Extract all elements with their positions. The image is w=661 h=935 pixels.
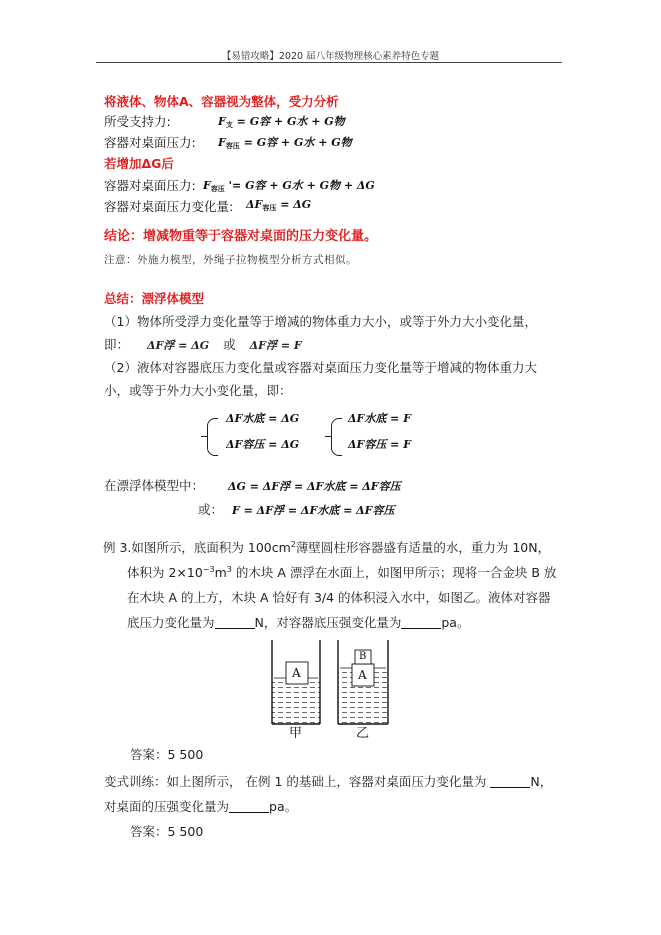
summary-p1-prefix: 即： [104,337,130,352]
note: 注意：外施力模型，外绳子拉物模型分析方式相似。 [104,254,357,266]
new-pressure-lhs: F [203,179,211,192]
pressure-lhs-sub: 容压 [225,141,240,150]
variant-line1 [104,772,552,790]
block-a-left-label: A [292,666,301,680]
pressure-formula [218,134,352,151]
example-line1 [103,538,550,556]
section-title: 将液体、物体A、容器视为整体，受力分析 [104,94,339,109]
change-lhs-sub: 容压 [262,203,277,212]
example-line4-a: 底压力变化量为 [127,615,215,630]
page-header: 【易错攻略】2020 届八年级物理核心素养特色专题 [221,51,440,62]
left-brace-tip [201,436,207,437]
figure-label-left: 甲 [289,726,303,741]
variant-line2-a: 对桌面的压强变化量为 [104,799,230,814]
variant-line2-b: pa。 [269,799,298,814]
example-line4 [127,613,469,631]
example-line2 [127,563,556,581]
summary-p1-line2 [104,335,302,353]
support-formula [218,113,345,130]
model-formula-2: F = ΔF浮 = ΔF水底 = ΔF容压 [232,504,395,517]
new-pressure-rhs: '= G容 + G水 + G物 + ΔG [228,179,375,192]
support-rhs: = G容 + G水 + G物 [236,115,345,128]
example-line2-b: m [214,565,227,580]
example-answer: 答案：5 500 [130,747,204,762]
header-divider [96,62,562,63]
figure-label-right: 乙 [356,726,370,741]
example-line2-sup: −3 [202,564,215,574]
variant-answer: 答案：5 500 [130,824,204,839]
brace-right-f2: ΔF容压 = F [348,438,412,451]
answer-blank-2[interactable] [401,616,441,629]
container-left [272,640,320,724]
variant-blank-1[interactable] [490,775,530,788]
example-line4-c: pa。 [441,615,470,630]
block-b-label: B [359,651,367,662]
pressure-lhs: F [218,136,226,149]
summary-p1: （1）物体所受浮力变化量等于增减的物体重力大小，或等于外力大小变化量， [104,314,537,329]
support-lhs: F [218,115,226,128]
example-line4-b: N，对容器底压强变化量为 [254,615,402,630]
example-line2-c: 的木块 A 漂浮在水面上，如图甲所示；现将一合金块 B 放 [231,565,557,580]
change-lhs: ΔF [246,198,263,211]
answer-blank-1[interactable] [215,616,255,629]
variant-line1-b: N， [530,774,553,789]
pressure-rhs: = G容 + G水 + G物 [243,136,352,149]
example-line1-b: 薄壁圆柱形容器盛有适量的水，重力为 10N， [295,540,551,555]
container-figure [262,640,402,738]
variant-blank-2[interactable] [229,800,269,813]
model-or: 或： [198,502,224,517]
change-rhs: = ΔG [280,198,312,211]
brace-left-f2: ΔF容压 = ΔG [226,438,300,451]
summary-f2: ΔF浮 = F [249,339,302,352]
left-brace [207,418,218,456]
increase-title: 若增加ΔG后 [104,156,174,171]
example-line2-sup2: 3 [226,564,232,574]
support-lhs-sub: 支 [225,120,233,129]
variant-line2 [104,797,297,815]
summary-title: 总结：漂浮体模型 [104,291,205,306]
example-line1-a: 例 3.如图所示，底面积为 100cm [103,540,291,555]
conclusion: 结论：增减物重等于容器对桌面的压力变化量。 [104,229,378,244]
pressure-label: 容器对桌面压力: [104,135,196,150]
block-a-right-label: A [358,668,367,682]
example-line1-sup: 2 [290,539,296,549]
change-formula [246,198,311,213]
new-pressure-formula [203,177,375,194]
right-brace-tip [325,436,331,437]
brace-right-f1: ΔF水底 = F [348,412,412,425]
summary-or: 或 [223,337,236,352]
example-line2-a: 体积为 2×10 [127,565,203,580]
new-pressure-label: 容器对桌面压力: [104,178,196,193]
brace-left-f1: ΔF水底 = ΔG [226,412,300,425]
model-formula-1: ΔG = ΔF浮 = ΔF水底 = ΔF容压 [228,480,401,493]
model-label: 在漂浮体模型中： [104,478,205,493]
summary-p2-line2: 小，或等于外力大小变化量，即： [104,383,292,398]
summary-p2-line1: （2）液体对容器底压力变化量或容器对桌面压力变化量等于增减的物体重力大 [104,360,537,375]
summary-f1: ΔF浮 = ΔG [147,339,210,352]
change-label: 容器对桌面压力变化量: [104,199,234,214]
example-line3: 在木块 A 的上方，木块 A 恰好有 3/4 的体积浸入水中，如图乙。液体对容器 [127,590,551,605]
right-brace [331,418,342,456]
support-label: 所受支持力: [104,114,171,129]
variant-line1-a: 变式训练：如上图所示， 在例 1 的基础上，容器对桌面压力变化量为 [104,774,487,789]
new-pressure-lhs-sub: 容压 [210,184,225,193]
